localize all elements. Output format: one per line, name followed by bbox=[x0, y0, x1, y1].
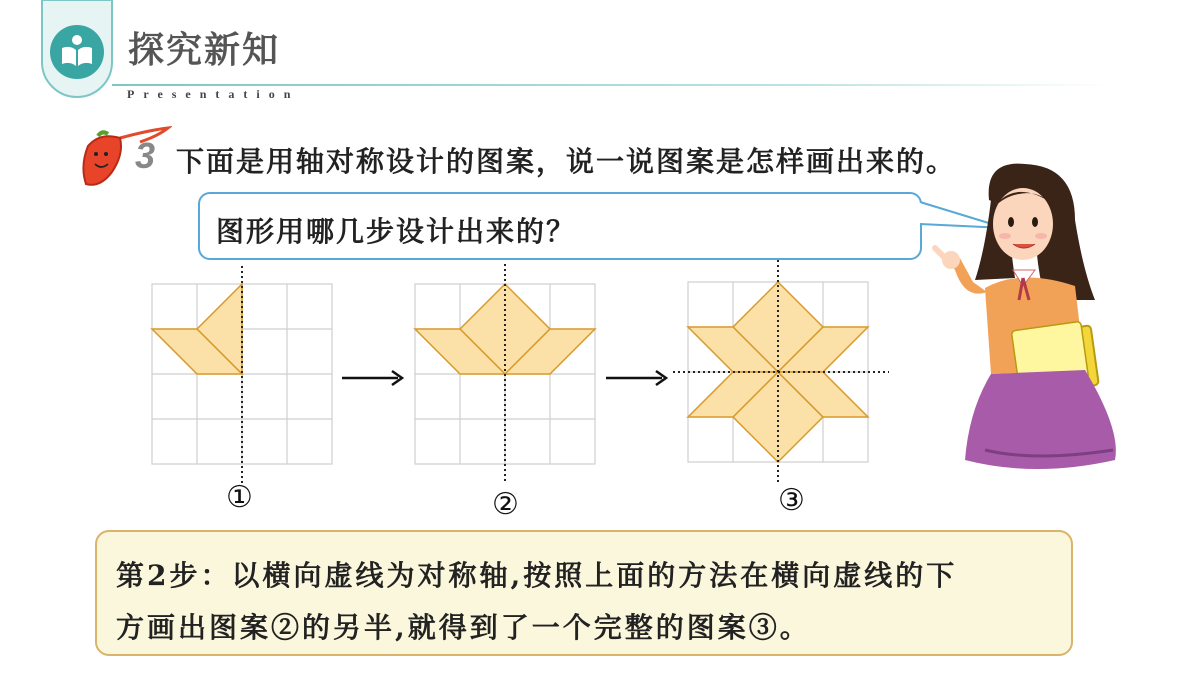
figure-label-3: ③ bbox=[778, 483, 805, 518]
header-divider bbox=[112, 84, 1112, 86]
explanation-line-2: 方画出图案②的另半,就得到了一个完整的图案③。 bbox=[116, 611, 811, 644]
pattern-step-2 bbox=[405, 254, 615, 494]
page-subtitle: Presentation bbox=[127, 87, 300, 101]
figure-label-1: ① bbox=[226, 480, 253, 515]
arrow-right-icon bbox=[340, 368, 410, 388]
question-text: 下面是用轴对称设计的图案，说一说图案是怎样画出来的。 bbox=[176, 145, 957, 178]
pattern-step-3 bbox=[665, 254, 895, 494]
question-number: 3 bbox=[135, 135, 156, 176]
teacher-illustration bbox=[925, 160, 1125, 475]
speech-bubble-text: 图形用哪几步设计出来的？ bbox=[216, 215, 577, 248]
figure-label-2: ② bbox=[492, 487, 519, 522]
arrow-right-icon bbox=[604, 368, 674, 388]
explanation-line-1: 第2步：以横向虚线为对称轴,按照上面的方法在横向虚线的下 bbox=[116, 559, 958, 592]
presentation-badge bbox=[40, 0, 114, 100]
page-title: 探究新知 bbox=[128, 30, 281, 71]
pattern-step-1 bbox=[140, 254, 350, 494]
chili-number-icon bbox=[80, 124, 172, 188]
